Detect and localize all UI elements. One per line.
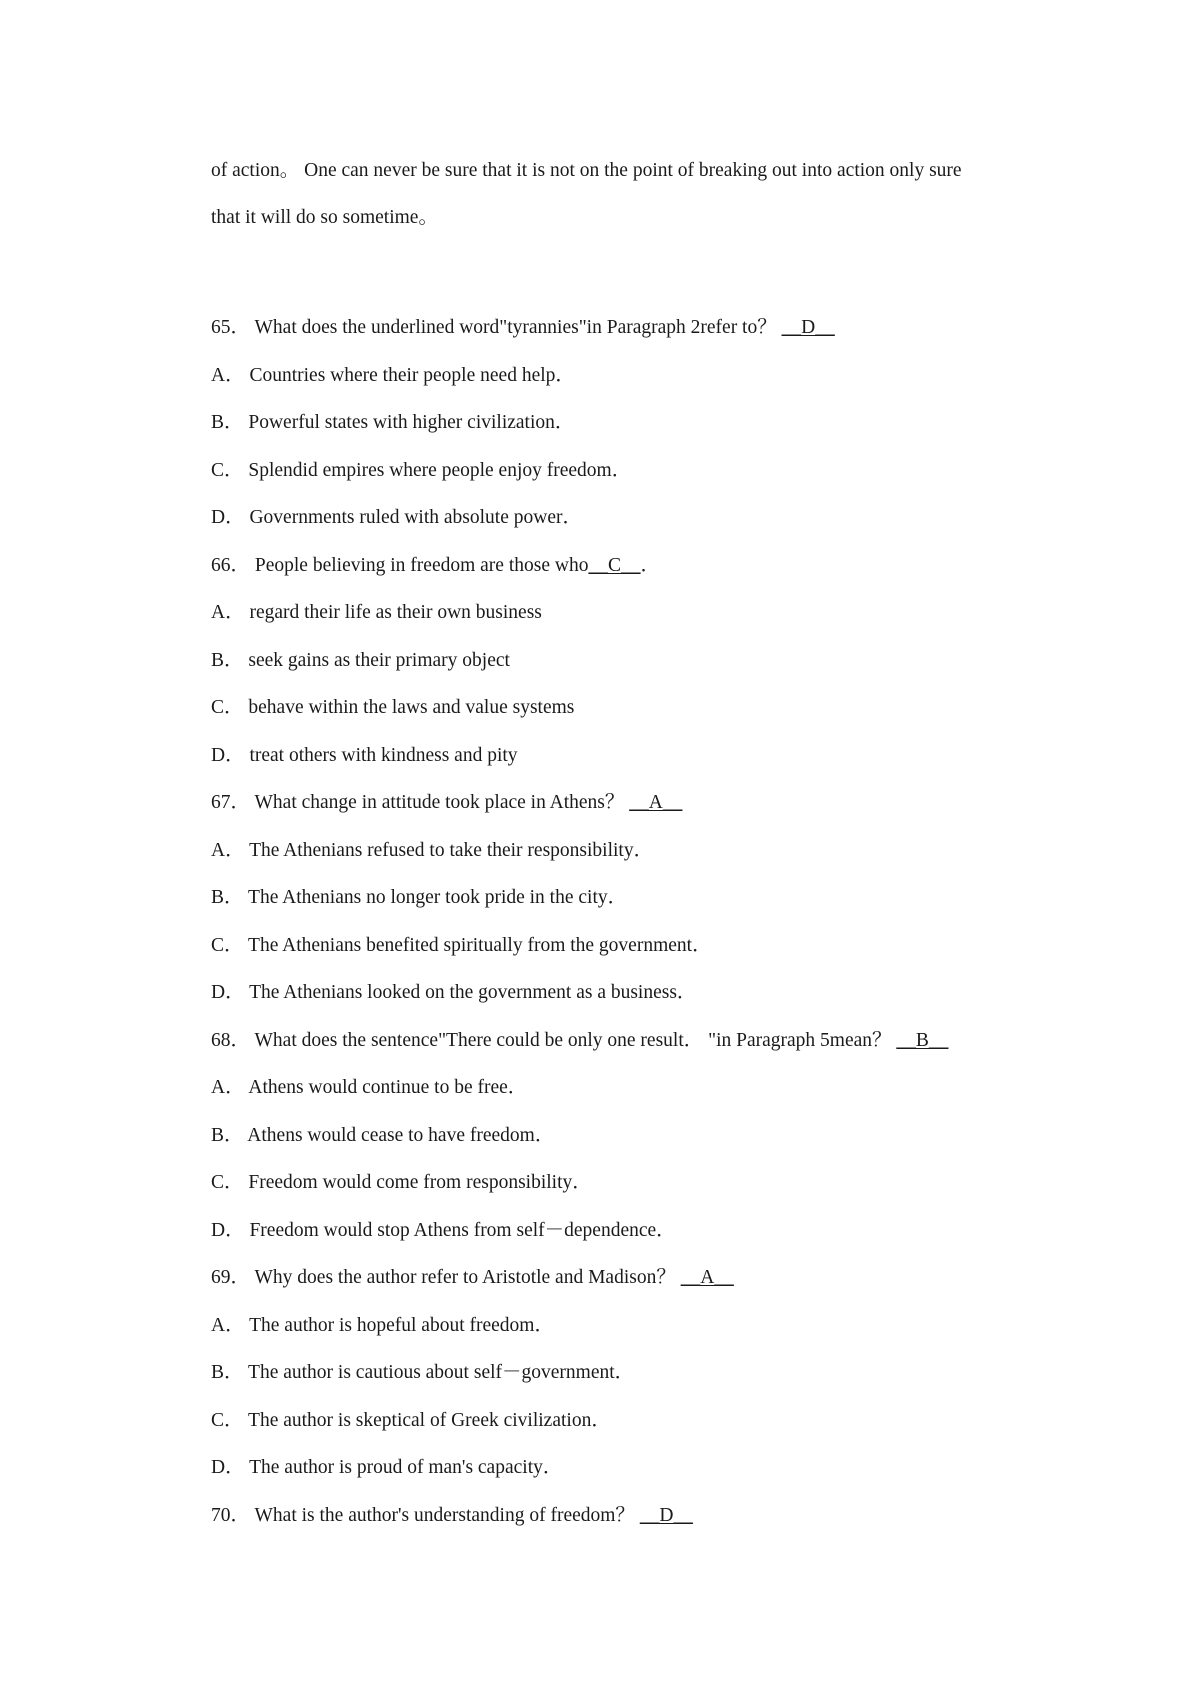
option-d: D． Governments ruled with absolute power． <box>211 507 582 528</box>
question-text: 70． What is the author's understanding of freedom？ <box>211 1505 640 1526</box>
question-text: 65． What does the underlined word"tyrannies"in Paragraph 2refer to？ <box>211 317 782 338</box>
option-d: D． The Athenians looked on the government as a business． <box>211 982 697 1003</box>
option-b: B． Powerful states with higher civilization． <box>211 412 575 433</box>
question-stem-65 <box>211 316 835 340</box>
question-stem-70 <box>211 1504 693 1528</box>
option-c: C． The author is skeptical of Greek civilization． <box>211 1410 611 1431</box>
option-c: C． Freedom would come from responsibility． <box>211 1172 592 1193</box>
option-a: A． regard their life as their own business <box>211 602 542 623</box>
answer-blank: __C__ <box>588 555 641 576</box>
question-text: 69． Why does the author refer to Aristotle and Madison？ <box>211 1267 681 1288</box>
option-d: D． treat others with kindness and pity <box>211 745 518 766</box>
answer-blank: __D__ <box>639 1505 693 1526</box>
option-a: A． Countries where their people need help． <box>211 365 575 386</box>
question-text: 66． People believing in freedom are those who <box>211 555 589 576</box>
option-a: A． Athens would continue to be free． <box>211 1077 528 1098</box>
option-b: B． seek gains as their primary object <box>211 650 510 671</box>
option-b: B． Athens would cease to have freedom． <box>211 1125 555 1146</box>
answer-blank: __D__ <box>781 317 835 338</box>
option-a: A． The Athenians refused to take their responsibility． <box>211 840 654 861</box>
option-b: B． The author is cautious about self－government． <box>211 1362 635 1383</box>
answer-blank: __A__ <box>680 1267 734 1288</box>
passage-line: of action。 One can never be sure that it is not on the point of breaking out into action only sure <box>211 160 962 181</box>
option-c: C． The Athenians benefited spiritually from the government． <box>211 935 712 956</box>
option-a: A． The author is hopeful about freedom． <box>211 1315 554 1336</box>
question-stem-67 <box>211 791 682 815</box>
question-stem-66 <box>211 554 660 578</box>
answer-blank: __A__ <box>629 792 683 813</box>
question-stem-69 <box>211 1266 734 1290</box>
option-c: C． behave within the laws and value systems <box>211 697 575 718</box>
option-c: C． Splendid empires where people enjoy freedom． <box>211 460 632 481</box>
question-text-suffix: ． <box>640 555 660 576</box>
option-b: B． The Athenians no longer took pride in the city． <box>211 887 628 908</box>
question-text: 68． What does the sentence"There could be only one result． "in Paragraph 5mean？ <box>211 1030 897 1051</box>
option-d: D． Freedom would stop Athens from self－dependence． <box>211 1220 676 1241</box>
question-stem-68 <box>211 1029 948 1053</box>
option-d: D． The author is proud of man's capacity． <box>211 1457 563 1478</box>
passage-line: that it will do so sometime。 <box>211 207 438 228</box>
question-text: 67． What change in attitude took place in Athens？ <box>211 792 630 813</box>
answer-blank: __B__ <box>896 1030 949 1051</box>
